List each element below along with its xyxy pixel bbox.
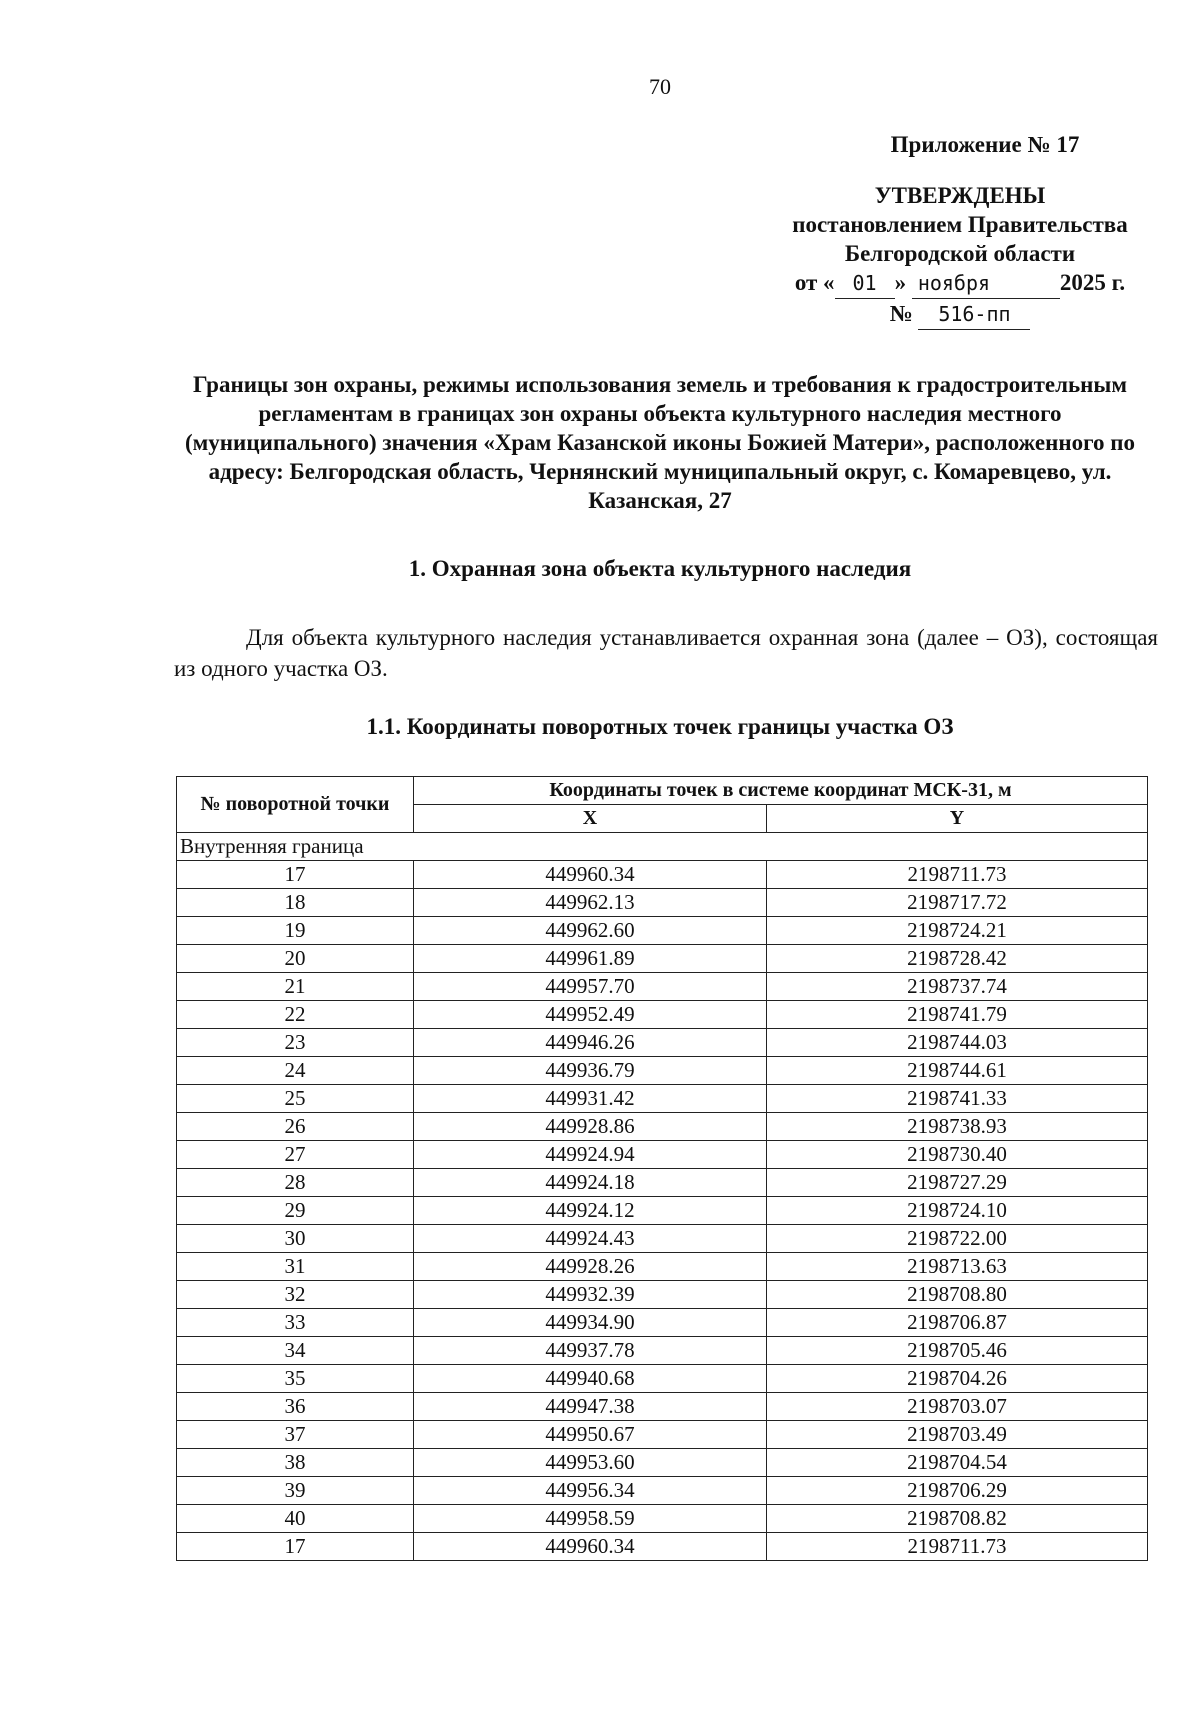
table-row <box>177 1393 1148 1421</box>
subheader-row <box>177 833 1148 861</box>
cell-y: 2198722.00 <box>767 1225 1148 1253</box>
approval-line-2: Белгородской области <box>844 241 1076 266</box>
date-day: 01 <box>835 269 895 299</box>
table-row <box>177 1477 1148 1505</box>
cell-y: 2198706.29 <box>767 1477 1148 1505</box>
cell-y: 2198741.33 <box>767 1085 1148 1113</box>
cell-point: 33 <box>177 1309 414 1337</box>
table-row <box>177 1113 1148 1141</box>
subsection-title: 1.1. Координаты поворотных точек границы участка ОЗ <box>366 714 954 739</box>
cell-y: 2198706.87 <box>767 1309 1148 1337</box>
cell-point: 28 <box>177 1169 414 1197</box>
header-y: Y <box>767 805 1148 833</box>
cell-x: 449962.13 <box>414 889 767 917</box>
cell-point: 27 <box>177 1141 414 1169</box>
table-row <box>177 1001 1148 1029</box>
table-row <box>177 889 1148 917</box>
table-row <box>177 1169 1148 1197</box>
table-row <box>177 861 1148 889</box>
cell-point: 24 <box>177 1057 414 1085</box>
table-row <box>177 1281 1148 1309</box>
table-row <box>177 1141 1148 1169</box>
header-coordinates: Координаты точек в системе координат МСК-31, м <box>414 777 1148 805</box>
cell-x: 449956.34 <box>414 1477 767 1505</box>
cell-point: 17 <box>177 861 414 889</box>
table-row <box>177 1197 1148 1225</box>
decree-number: 516-пп <box>918 300 1030 330</box>
cell-point: 23 <box>177 1029 414 1057</box>
cell-point: 35 <box>177 1365 414 1393</box>
cell-point: 22 <box>177 1001 414 1029</box>
approval-date <box>760 268 1160 299</box>
cell-point: 40 <box>177 1505 414 1533</box>
cell-point: 38 <box>177 1449 414 1477</box>
cell-y: 2198708.80 <box>767 1281 1148 1309</box>
approval-number <box>760 299 1160 330</box>
cell-y: 2198713.63 <box>767 1253 1148 1281</box>
cell-x: 449932.39 <box>414 1281 767 1309</box>
cell-y: 2198704.26 <box>767 1365 1148 1393</box>
header-x: X <box>414 805 767 833</box>
cell-x: 449958.59 <box>414 1505 767 1533</box>
body-paragraph: Для объекта культурного наследия устанавливается охранная зона (далее – ОЗ), состоящая из одного участка ОЗ. <box>174 625 1158 681</box>
cell-y: 2198741.79 <box>767 1001 1148 1029</box>
cell-x: 449924.12 <box>414 1197 767 1225</box>
coordinates-table <box>176 776 1148 1561</box>
table-row <box>177 973 1148 1001</box>
cell-y: 2198724.10 <box>767 1197 1148 1225</box>
table-row <box>177 1309 1148 1337</box>
table-row <box>177 1505 1148 1533</box>
cell-point: 36 <box>177 1393 414 1421</box>
cell-x: 449950.67 <box>414 1421 767 1449</box>
cell-point: 30 <box>177 1225 414 1253</box>
cell-y: 2198728.42 <box>767 945 1148 973</box>
cell-y: 2198708.82 <box>767 1505 1148 1533</box>
date-prefix: от « <box>794 270 835 295</box>
table-row <box>177 945 1148 973</box>
cell-x: 449934.90 <box>414 1309 767 1337</box>
table-row <box>177 1449 1148 1477</box>
table-row <box>177 1225 1148 1253</box>
cell-y: 2198744.03 <box>767 1029 1148 1057</box>
cell-x: 449952.49 <box>414 1001 767 1029</box>
number-prefix: № <box>889 301 913 326</box>
table-row <box>177 917 1148 945</box>
cell-y: 2198737.74 <box>767 973 1148 1001</box>
cell-x: 449960.34 <box>414 1533 767 1561</box>
section-title: 1. Охранная зона объекта культурного наследия <box>408 556 912 581</box>
approval-line-1: постановлением Правительства <box>792 212 1128 237</box>
cell-point: 26 <box>177 1113 414 1141</box>
approval-block <box>760 130 1160 330</box>
document-title: Границы зон охраны, режимы использования земель и требования к градостроительным регламентам в границах зон охраны объекта культурного наследия местного (муниципального) значения «Храм Казанской иконы Божией Матери», расположенного по адресу: Белгородская область, Чернянский муниципальный округ, с. Комаревцево, ул. Казанская, 27 <box>184 372 1136 513</box>
cell-x: 449947.38 <box>414 1393 767 1421</box>
cell-point: 18 <box>177 889 414 917</box>
cell-y: 2198703.49 <box>767 1421 1148 1449</box>
cell-x: 449928.26 <box>414 1253 767 1281</box>
cell-x: 449937.78 <box>414 1337 767 1365</box>
table-row <box>177 1253 1148 1281</box>
cell-y: 2198724.21 <box>767 917 1148 945</box>
cell-x: 449961.89 <box>414 945 767 973</box>
date-year: 2025 г. <box>1059 270 1126 295</box>
cell-point: 37 <box>177 1421 414 1449</box>
cell-x: 449953.60 <box>414 1449 767 1477</box>
cell-y: 2198727.29 <box>767 1169 1148 1197</box>
cell-y: 2198730.40 <box>767 1141 1148 1169</box>
page-number: 70 <box>649 74 671 99</box>
cell-point: 25 <box>177 1085 414 1113</box>
appendix-label: Приложение № 17 <box>890 132 1080 157</box>
cell-point: 19 <box>177 917 414 945</box>
cell-y: 2198704.54 <box>767 1449 1148 1477</box>
date-mid: » <box>894 270 907 295</box>
cell-y: 2198738.93 <box>767 1113 1148 1141</box>
approved-heading: УТВЕРЖДЕНЫ <box>874 183 1046 208</box>
subheader-inner-boundary: Внутренняя граница <box>177 833 1148 861</box>
cell-point: 39 <box>177 1477 414 1505</box>
cell-point: 32 <box>177 1281 414 1309</box>
cell-point: 17 <box>177 1533 414 1561</box>
cell-x: 449940.68 <box>414 1365 767 1393</box>
header-point-number: № поворотной точки <box>177 777 414 833</box>
table-row <box>177 1057 1148 1085</box>
table-row <box>177 1421 1148 1449</box>
cell-x: 449924.18 <box>414 1169 767 1197</box>
cell-y: 2198705.46 <box>767 1337 1148 1365</box>
cell-x: 449931.42 <box>414 1085 767 1113</box>
table-row <box>177 1337 1148 1365</box>
cell-x: 449936.79 <box>414 1057 767 1085</box>
cell-x: 449924.43 <box>414 1225 767 1253</box>
cell-y: 2198717.72 <box>767 889 1148 917</box>
table-row <box>177 1365 1148 1393</box>
cell-x: 449957.70 <box>414 973 767 1001</box>
cell-x: 449960.34 <box>414 861 767 889</box>
cell-point: 20 <box>177 945 414 973</box>
cell-x: 449924.94 <box>414 1141 767 1169</box>
table-row <box>177 1085 1148 1113</box>
cell-x: 449928.86 <box>414 1113 767 1141</box>
cell-x: 449962.60 <box>414 917 767 945</box>
table-row <box>177 1533 1148 1561</box>
cell-y: 2198703.07 <box>767 1393 1148 1421</box>
cell-y: 2198744.61 <box>767 1057 1148 1085</box>
cell-point: 29 <box>177 1197 414 1225</box>
cell-point: 31 <box>177 1253 414 1281</box>
cell-point: 34 <box>177 1337 414 1365</box>
cell-y: 2198711.73 <box>767 861 1148 889</box>
cell-point: 21 <box>177 973 414 1001</box>
table-row <box>177 1029 1148 1057</box>
cell-x: 449946.26 <box>414 1029 767 1057</box>
date-month: ноября <box>912 269 1060 299</box>
cell-y: 2198711.73 <box>767 1533 1148 1561</box>
